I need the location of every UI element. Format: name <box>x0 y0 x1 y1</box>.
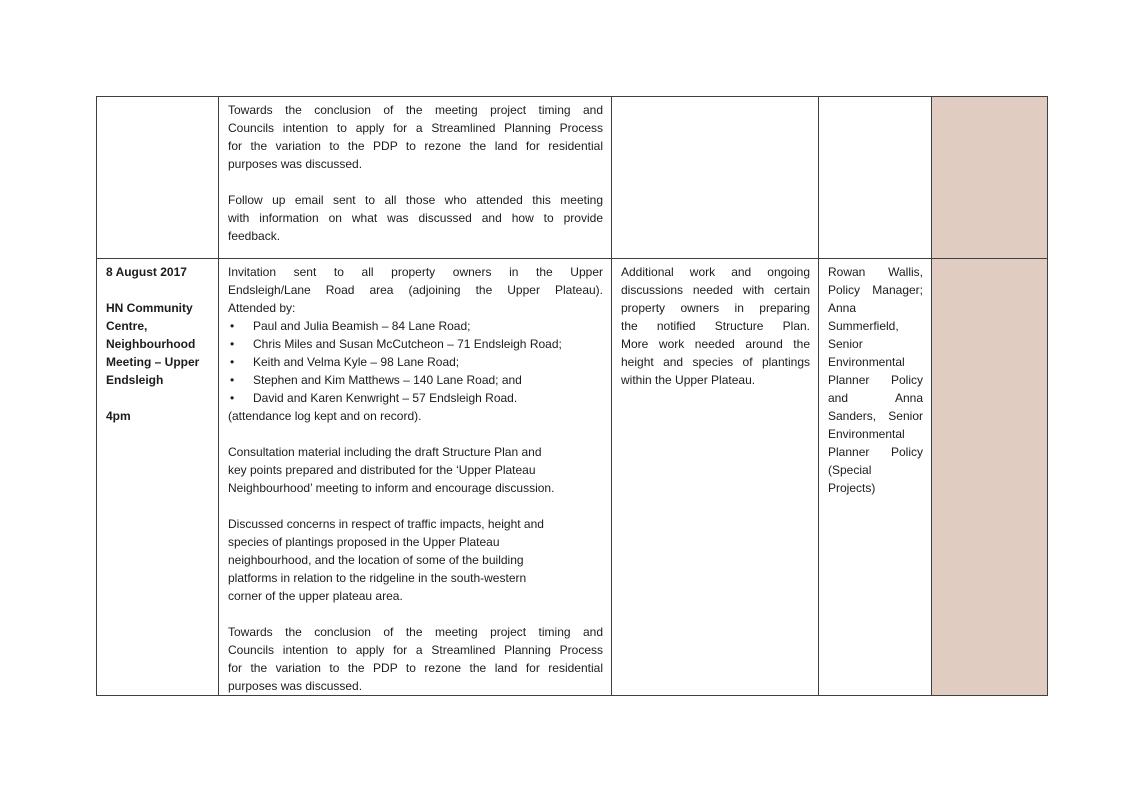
text-line: Centre, <box>106 319 148 333</box>
text-line: Councils intention to apply for a Streamlined Planning Process <box>228 643 603 657</box>
blank-line <box>228 605 603 623</box>
table-cell-r2-c5-highlighted <box>932 259 1048 696</box>
table-cell-r1-c1 <box>97 97 219 259</box>
text-line: for the variation to the PDP to rezone the land for residential <box>228 139 603 153</box>
text-line: Policy Manager; <box>828 283 923 297</box>
bullet-text: Keith and Velma Kyle – 98 Lane Road; <box>253 355 460 369</box>
bullet-icon: • <box>230 319 235 333</box>
bullet-icon: • <box>230 391 235 405</box>
text-line: discussions needed with certain <box>621 283 810 297</box>
bullet-line <box>228 371 603 389</box>
text-line: species of plantings proposed in the Upper Plateau <box>228 535 500 549</box>
text-line: Invitation sent to all property owners in the Upper <box>228 265 603 279</box>
text-line: Councils intention to apply for a Streamlined Planning Process <box>228 121 603 135</box>
blank-line <box>228 497 603 515</box>
table-cell-r1-c2 <box>219 97 612 259</box>
text-line: for the variation to the PDP to rezone the land for residential <box>228 661 603 675</box>
text-line: neighbourhood, and the location of some of the building <box>228 553 524 567</box>
text-line: feedback. <box>228 229 281 243</box>
text-line: Follow up email sent to all those who attended this meeting <box>228 193 603 207</box>
text-line: with information on what was discussed and how to provide <box>228 211 603 225</box>
bullet-line <box>228 389 603 407</box>
text-line: the notified Structure Plan. <box>621 319 810 333</box>
text-line: (attendance log kept and on record). <box>228 409 422 423</box>
text-line: Environmental <box>828 427 905 441</box>
text-line: Meeting – Upper <box>106 355 200 369</box>
text-line: height and species of plantings <box>621 355 810 369</box>
bullet-icon: • <box>230 373 235 387</box>
table-cell-r2-c4 <box>819 259 932 696</box>
text-line: Consultation material including the draft Structure Plan and <box>228 445 542 459</box>
text-line: property owners in preparing <box>621 301 810 315</box>
meeting-log-table <box>96 96 1048 696</box>
text-line: Sanders, Senior <box>828 409 923 423</box>
text-line: Summerfield, <box>828 319 899 333</box>
text-line: (Special <box>828 463 872 477</box>
bullet-icon: • <box>230 337 235 351</box>
table-cell-r2-c2 <box>219 259 612 696</box>
blank-line <box>228 173 603 191</box>
text-line: More work needed around the <box>621 337 810 351</box>
text-line: Attended by: <box>228 301 296 315</box>
text-line: platforms in relation to the ridgeline in the south-western <box>228 571 527 585</box>
text-line: HN Community <box>106 301 193 315</box>
text-line: Towards the conclusion of the meeting project timing and <box>228 103 603 117</box>
table-cell-r1-c3 <box>612 97 819 259</box>
bullet-icon: • <box>230 355 235 369</box>
text-line: Endsleigh <box>106 373 164 387</box>
text-line: Projects) <box>828 481 876 495</box>
table-cell-r2-c3 <box>612 259 819 696</box>
text-line: Anna <box>828 301 857 315</box>
text-line: Planner Policy <box>828 373 923 387</box>
text-line: within the Upper Plateau. <box>621 373 756 387</box>
bullet-text: Paul and Julia Beamish – 84 Lane Road; <box>253 319 471 333</box>
blank-line <box>106 281 210 299</box>
text-line: Environmental <box>828 355 905 369</box>
text-line: 4pm <box>106 409 131 423</box>
text-line: Discussed concerns in respect of traffic impacts, height and <box>228 517 544 531</box>
table-cell-r2-c1 <box>97 259 219 696</box>
blank-line <box>106 389 210 407</box>
table-cell-r1-c5-highlighted <box>932 97 1048 259</box>
text-line: Endsleigh/Lane Road area (adjoining the Upper Plateau). <box>228 283 603 297</box>
text-line: Neighbourhood <box>106 337 196 351</box>
text-line: Additional work and ongoing <box>621 265 810 279</box>
table-cell-r1-c4 <box>819 97 932 259</box>
bullet-line <box>228 353 603 371</box>
text-line: Towards the conclusion of the meeting project timing and <box>228 625 603 639</box>
text-line: purposes was discussed. <box>228 157 363 171</box>
text-line: 8 August 2017 <box>106 265 187 279</box>
bullet-line <box>228 335 603 353</box>
bullet-line <box>228 317 603 335</box>
text-line: Neighbourhood’ meeting to inform and encourage discussion. <box>228 481 555 495</box>
bullet-text: Stephen and Kim Matthews – 140 Lane Road; and <box>253 373 522 387</box>
bullet-text: Chris Miles and Susan McCutcheon – 71 Endsleigh Road; <box>253 337 562 351</box>
bullet-text: David and Karen Kenwright – 57 Endsleigh Road. <box>253 391 518 405</box>
text-line: Senior <box>828 337 863 351</box>
text-line: Rowan Wallis, <box>828 265 923 279</box>
text-line: corner of the upper plateau area. <box>228 589 403 603</box>
blank-line <box>228 425 603 443</box>
text-line: purposes was discussed. <box>228 679 363 693</box>
text-line: and Anna <box>828 391 923 405</box>
text-line: Planner Policy <box>828 445 923 459</box>
text-line: key points prepared and distributed for the ‘Upper Plateau <box>228 463 536 477</box>
